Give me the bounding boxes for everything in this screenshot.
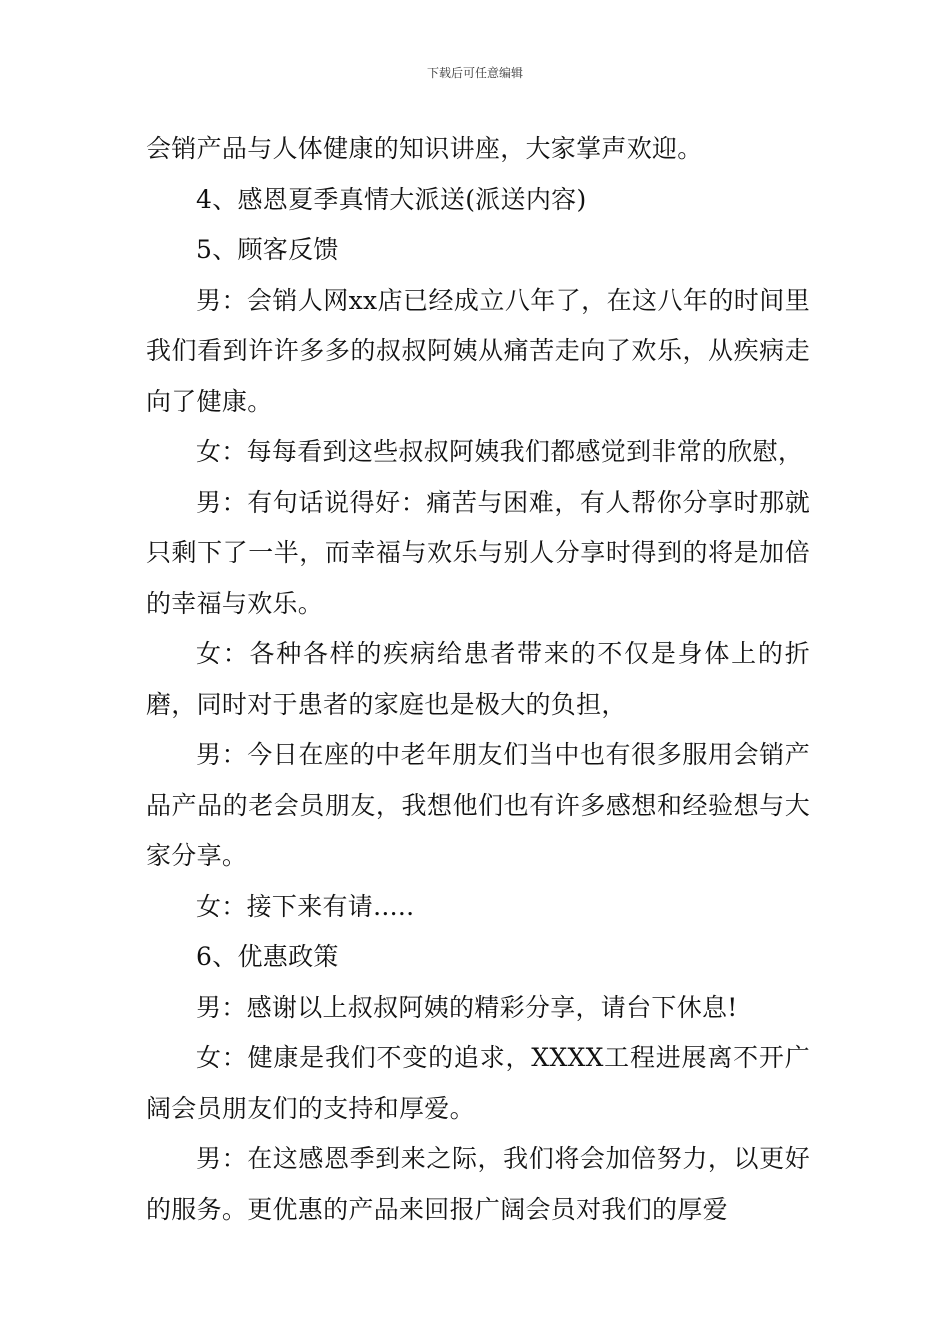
dialogue-line: 女：每每看到这些叔叔阿姨我们都感觉到非常的欣慰， [196,437,804,466]
dialogue-line: 女：各种各样的疾病给患者带来的不仅是身体上的折磨，同时对于患者的家庭也是极大的负担， [146,639,810,719]
dialogue-line: 女：健康是我们不变的追求，XXXX工程进展离不开广阔会员朋友们的支持和厚爱。 [146,1043,810,1123]
list-item-heading: 4、感恩夏季真情大派送(派送内容) [196,184,587,214]
list-item-heading: 6、优惠政策 [196,942,339,971]
dialogue-line: 男：感谢以上叔叔阿姨的精彩分享，请台下休息! [196,992,738,1022]
dialogue-line: 男：在这感恩季到来之际，我们将会加倍努力，以更好的服务。更优惠的产品来回报广阔会员对我们的厚爱 [146,1144,810,1224]
document-body [146,124,810,1235]
paragraph: 会销产品与人体健康的知识讲座，大家掌声欢迎。 [146,134,703,163]
dialogue-line: 男：今日在座的中老年朋友们当中也有很多服用会销产品产品的老会员朋友，我想他们也有许多感想和经验想与大家分享。 [146,740,810,870]
dialogue-line: 男：有句话说得好：痛苦与困难，有人帮你分享时那就只剩下了一半，而幸福与欢乐与别人分享时得到的将是加倍的幸福与欢乐。 [146,487,810,618]
dialogue-line: 女：接下来有请..... [196,891,415,921]
list-item-heading: 5、顾客反馈 [196,235,339,264]
dialogue-line: 男：会销人网xx店已经成立八年了，在这八年的时间里我们看到许许多多的叔叔阿姨从痛苦走向了欢乐，从疾病走向了健康。 [146,285,810,416]
page-header: 下载后可任意编辑 [426,66,523,80]
